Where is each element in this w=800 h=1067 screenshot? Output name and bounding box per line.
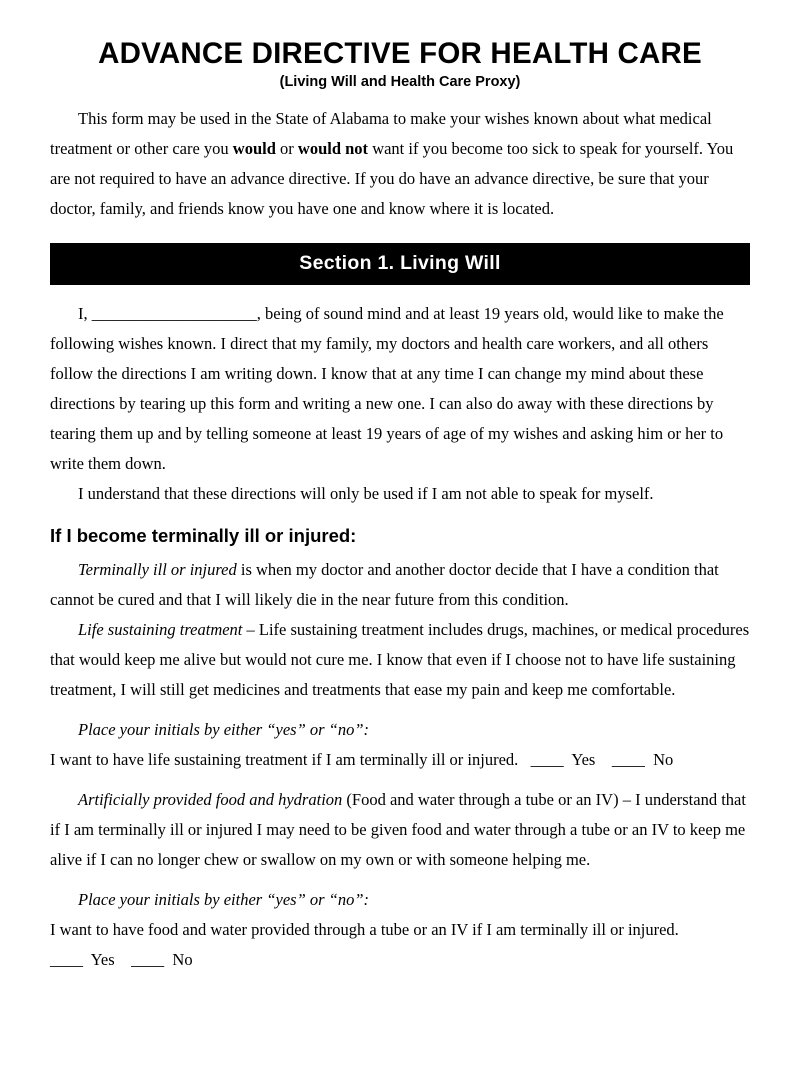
food-hydration-paragraph [50,785,750,875]
declaration-paragraph [50,299,750,479]
terminally-ill-heading: If I become terminally ill or injured: [50,524,357,546]
terminal-definition-paragraph [50,555,750,615]
intro-part1: This form may be used in the State of Alabama to make your wishes known about what medical treatment or other care you [50,109,712,159]
terminal-definition-text: is when my doctor and another doctor decide that I have a condition that cannot be cured and that I will likely die in the near future from this condition. [50,559,719,609]
intro-part3: want if you become too sick to speak for yourself. You are not required to have an advance directive. If you do have an advance directive, be sure that your doctor, family, and friends know you have one and know where it is located. [50,139,734,219]
question-1-no-blank[interactable]: ____ [611,749,645,769]
question-2-text: I want to have food and water provided through a tube or an IV if I am terminally ill or injured. [50,919,679,939]
page-subtitle: (Living Will and Health Care Proxy) [279,74,521,91]
intro-bold-would: would [232,139,276,159]
food-hydration-term: Artificially provided food and hydration [78,789,343,809]
terminal-definition-term: Terminally ill or injured [78,559,237,579]
question-1-yes-label: Yes [571,749,596,769]
question-2-row [50,945,750,975]
name-blank-field[interactable]: ____________________ [91,303,257,323]
life-sustaining-definition-paragraph [50,615,750,705]
food-hydration-text: (Food and water through a tube or an IV) – I understand that if I am terminally ill or injured I may need to be given food and water through a tube or an IV to keep me alive if I can no longer chew or swallow on my own or with someone helping me. [50,789,746,869]
question-2-yes-blank[interactable]: ____ [50,949,83,969]
life-sustaining-text: – Life sustaining treatment includes drugs, machines, or medical procedures that would keep me alive but would not cure me. I know that even if I choose not to have life sustaining treatment, I will still get medicines and treatments that ease my pain and keep me comfortable. [50,619,750,699]
spacer [50,875,750,885]
life-sustaining-term: Life sustaining treatment [78,619,243,639]
section-1-header: Section 1. Living Will [50,243,750,285]
question-1-yes-blank[interactable]: ____ [530,749,564,769]
question-2-no-label: No [172,949,193,969]
understanding-paragraph: I understand that these directions will only be used if I am not able to speak for myself. [78,483,654,503]
intro-bold-would-not: would not [297,139,369,159]
question-1-row [50,745,750,775]
intro-paragraph [50,104,750,224]
initials-prompt-2: Place your initials by either “yes” or “no”: [78,889,370,909]
spacer [50,775,750,785]
question-1-text: I want to have life sustaining treatment if I am terminally ill or injured. [50,749,519,769]
declaration-prefix: I, [78,303,92,323]
intro-part2: or [275,139,298,159]
question-2-yes-label: Yes [90,949,115,969]
spacer [50,705,750,715]
declaration-suffix: , being of sound mind and at least 19 years old, would like to make the following wishes known. I direct that my family, my doctors and health care workers, and all others follow the directions I am writing down. I know that at any time I can change my mind about these directions by tearing up this form and writing a new one. I can also do away with these directions by tearing them up and by telling someone at least 19 years of age of my wishes and asking him or her to write them down. [50,303,724,473]
question-2-no-blank[interactable]: ____ [131,949,165,969]
page-title: ADVANCE DIRECTIVE FOR HEALTH CARE [98,37,702,70]
question-1-no-label: No [653,749,674,769]
initials-prompt-1: Place your initials by either “yes” or “no”: [78,719,370,739]
